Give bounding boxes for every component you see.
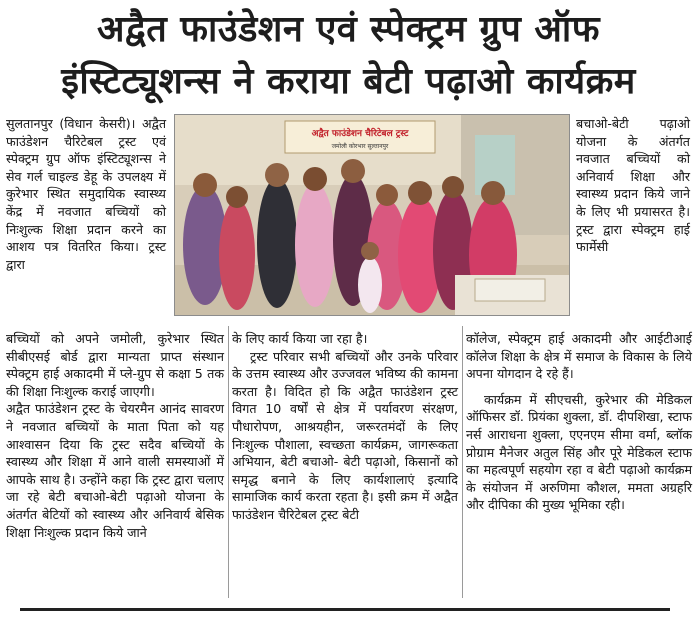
headline-line-1: अद्वैत फाउंडेशन एवं स्पेक्ट्रम ग्रुप ऑफ	[97, 9, 600, 50]
article-paragraph: बच्चियों को अपने जमोली, कुरेभार स्थित सीबीएसई बोर्ड द्वारा मान्यता प्राप्त संस्थान स्पेक्ट्रम हाई अकादमी में प्ले-ग्रुप से कक्षा 5 तक की शिक्षा निःशुल्क कराई जाएगी।	[6, 331, 224, 399]
banner-title: अद्वैत फाउंडेशन चैरिटेबल ट्रस्ट	[311, 129, 409, 139]
article-column-left-bottom	[6, 330, 224, 541]
article-paragraph: कॉलेज, स्पेक्ट्रम हाई अकादमी और आईटीआई कॉलेज शिक्षा के क्षेत्र में समाज के विकास के लिये अपना योगदान दे रहे हैं।	[466, 331, 692, 382]
news-photo-image	[175, 115, 569, 315]
bottom-rule	[0, 600, 697, 618]
article-column-right-top	[576, 115, 690, 256]
article-column-left-top	[6, 115, 166, 273]
column-divider	[462, 326, 463, 598]
news-photo	[174, 114, 570, 316]
article-paragraph: बचाओ-बेटी पढ़ाओ योजना के अंतर्गत नवजात बच्चियों को अनिवार्य शिक्षा और स्वास्थ्य प्रदान किये जाने के लिए भी प्रयासरत है। ट्रस्ट द्वारा स्पेक्ट्रम हाई फार्मेसी	[576, 116, 690, 255]
headline-line-2: इंस्टिट्यूशन्स ने कराया बेटी पढ़ाओ कार्यक्रम	[61, 61, 636, 102]
article-paragraph: कार्यक्रम में सीएचसी, कुरेभार की मेडिकल ऑफिसर डॉ. प्रियंका शुक्ला, डॉ. दीपशिखा, स्टाफ नर्स आराधना शुक्ला, एएनएम सीमा वर्मा, ब्लॉक प्रोग्राम मैनेजर अतुल सिंह और पूरे मेडिकल स्टाफ का महत्वपूर्ण सहयोग रहा व बेटी पढ़ाओ कार्यक्रम के संयोजन में अरुणिमा कौशल, ममता अग्रहरि और दीपिका की मुख्य भूमिका रही।	[466, 391, 692, 513]
article-column-right-bottom	[466, 330, 692, 514]
article-column-middle	[232, 330, 458, 524]
article-paragraph: अद्वैत फाउंडेशन ट्रस्ट के चेयरमैन आनंद सावरण ने नवजात बच्चियों के माता पिता को यह आश्वासन दिया कि ट्रस्ट सदैव बच्चियों के स्वास्थ्य और शिक्षा में आने वाली समस्याओं में आपके साथ है। उन्होंने कहा कि ट्रस्ट द्वारा चलाए जा रहे बेटी बचाओ-बेटी पढ़ाओ योजना के अंतर्गत बेटियों को स्वास्थ्य और अनिवार्य बेसिक शिक्षा निःशुल्क प्रदान किये जाने	[6, 401, 224, 540]
banner-subtitle: जमोली कोरभार सुल्तानपुर	[331, 143, 389, 150]
article-paragraph: ट्रस्ट परिवार सभी बच्चियों और उनके परिवार के उत्तम स्वास्थ्य और उज्जवल भविष्य की कामना करता है। विदित हो कि अद्वैत फाउंडेशन ट्रस्ट विगत 10 वर्षों से क्षेत्र में पर्यावरण संरक्षण, पौधारोपण, आश्रयहीन, जरूरतमंदों के लिए निःशुल्क पौशाला, स्वच्छता कार्यक्रम, जागरूकता अभियान, बेटी बचाओ- बेटी पढ़ाओ, किसानों को समृद्ध बनाने के लिए कार्यशालाएं इत्यादि सामाजिक कार्य करता रहता है। इसी क्रम में अद्वैत फाउंडेशन चैरिटेबल ट्रस्ट बेटी	[232, 348, 458, 522]
column-divider	[228, 326, 229, 598]
article-paragraph: के लिए कार्य किया जा रहा है।	[232, 331, 368, 346]
article-paragraph: सुलतानपुर (विधान केसरी)। अद्वैत फाउंडेशन चैरिटेबल ट्रस्ट एवं स्पेक्ट्रम ग्रुप ऑफ इंस्टिट्यूशन्स ने सेव गर्ल चाइल्ड डेहू के उपलक्ष्य में कुरेभार स्थित समुदायिक स्वास्थ्य केंद्र में नवजात बच्चियों को निःशुल्क शिक्षा प्रदान करने का आशय पत्र वितरित किया। ट्रस्ट द्वारा	[6, 116, 166, 272]
